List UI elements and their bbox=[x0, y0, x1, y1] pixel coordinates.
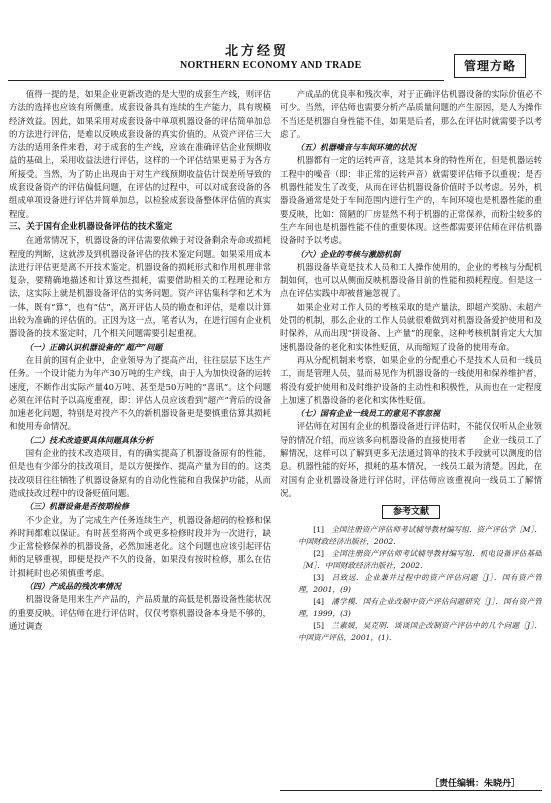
left-column bbox=[9, 88, 271, 795]
section-heading: （四）产成品的残次率情况 bbox=[25, 580, 121, 591]
paragraph: 评估师在对国有企业的机器设备进行评估时，不能仅仅听从企业领导的情况介绍，而应该多向机器设备的直接使用者 企业一线员工了解情况，这样可以了解到更多无法通过简单的技术手段就可以测度的信息。机器性能的好坏，损耗的基本情况，一线员工最为清楚。因此，在对国有企业机器设备进行评估时，评估师应该重视向一线员工了解情况。 bbox=[280, 421, 542, 498]
responsible-editor: ［责任编辑：朱晓丹］ bbox=[430, 779, 521, 789]
reference-text: 吕致远．企业兼并过程中的资产评估问题［J］．国有资产管理，2001，(9) bbox=[298, 572, 542, 594]
journal-logo-cn: 北方经贸 bbox=[225, 44, 290, 59]
section-heading: （三）机器设备是否按期检修 bbox=[25, 501, 129, 512]
footer-divider bbox=[280, 790, 542, 791]
header-divider bbox=[8, 80, 444, 81]
section-heading: （六）企业的考核与激励机制 bbox=[296, 248, 400, 259]
references-heading: 参考文献 bbox=[280, 506, 542, 519]
reference-number: [4] bbox=[313, 596, 324, 606]
section-heading: （五）机器噪音与车间环境的状况 bbox=[296, 142, 416, 153]
reference-number: [3] bbox=[313, 572, 324, 582]
paragraph: 机器设备是用来生产产品的，产品质量的高低是机器设备性能状况的重要反映。评估师在进行评估时，仅仅考察机器设备本身是不够的，通过调查 bbox=[9, 594, 271, 631]
paragraph: 不少企业，为了完成生产任务连续生产，机器设备超码的检修和保养时间都难以保证。有时甚至将两个或更多检修时段并为一次进行，缺少正常检修保养的机器设备，必然加速老化。这个问题也应该引起评估师的足够重视，即便是投产不久的设备，如果没有按时检修，那么在估计损耗时也必须慎重考虑。 bbox=[9, 514, 271, 578]
reference-text: 全国注册资产评估师考试辅导教材编写组．资产评估学［M］．中国财政经济出版社，2002． bbox=[298, 524, 542, 546]
reference-text: 潘学模．国有企业改制中资产评估问题研究［J］．国有资产管理，1999，(3) bbox=[298, 596, 542, 618]
reference-item bbox=[280, 524, 542, 548]
section-heading: （二）技术改造要具体问题具体分析 bbox=[25, 434, 153, 445]
paragraph: 国有企业的技术改造项目，有的确实提高了机器设备原有的性能，但是也有少部分的技改项目，是以方便操作、提高产量为目的的。这类技改项目往往牺牲了机器设备原有的自动化性能和自我保护功能，从而造成技改过程中的设备贬值问题。 bbox=[9, 448, 271, 498]
paragraph: 如果企业对工作人员的考核采取的是产量法，即超产奖励、未超产处罚的机制，那么企业的工作人员就很难做到对机器设备爱护使用和及时保养，从而出现“拼设备、上产量”的现象，这种考核机制肯定大大加速机器设备的老化和实体性贬值，从而缩短了设备的使用寿命。 bbox=[280, 301, 542, 352]
paragraph: 在通常情况下，机器设备的评估需要依赖于对设备剩余寿命或损耗程度的判断，这就涉及到机器设备评估的技术鉴定问题。如果采用成本法进行评估更是离不开技术鉴定。机器设备的损耗形式和作用机理非常复杂，要精确地描述和计算这些损耗，需要借助相关的工程理论和方法，这实际上就是机器设备评估的实务问题。资产评估集科学和艺术为一体，既有“算”，也有“估”，离开评估人员的勘查和评估，是难以计算出较为准确的评估值的。正因为这一点，笔者认为，在进行国有企业机器设备的技术鉴定时，几个相关问题需要引起重视。 bbox=[9, 235, 271, 339]
reference-number: [1] bbox=[313, 524, 324, 534]
section-heading: （一）正确认识机器设备的“超产”问题 bbox=[25, 341, 163, 352]
section-heading: 三、关于国有企业机器设备评估的技术鉴定 bbox=[9, 221, 173, 232]
page-header bbox=[0, 0, 551, 88]
paragraph: 机器设备毕竟是技术人员和工人操作使用的，企业的考核与分配机制如何，也可以从侧面反映机器设备目前的性能和损耗程度。但是这一点在评估实践中却被普遍忽视了。 bbox=[280, 261, 542, 299]
section-label: 管理方略 bbox=[454, 54, 526, 78]
reference-item bbox=[280, 620, 542, 644]
reference-item bbox=[280, 596, 542, 620]
reference-item bbox=[280, 572, 542, 596]
section-heading: （七）国有企业一线员工的意见不容忽视 bbox=[296, 408, 440, 419]
paragraph: 在目前的国有企业中，企业领导为了提高产出，往往层层下达生产任务。一个设计能力为年产30万吨的生产线，由于人为加快设备的运转速度，不断作出实际产量40万吨、甚至是50万吨的“喜讯”。这个问题必须在评估时予以高度重视，即：评估人员应该看到“超产”背后的设备加速老化问题，特别是对投产不久的新机器设备更是要慎重估算其损耗和使用寿命情况。 bbox=[9, 354, 271, 432]
reference-number: [2] bbox=[313, 548, 324, 558]
paragraph: 再从分配机制来考察，如果企业的分配重心不是技术人员和一线员工，而是管理人员，显而易见作为机器设备的一线使用和保养维护者，将没有爱护使用和及时维护设备的主动性和积极性，从而也在一定程度上加速了机器设备的老化和实体性贬值。 bbox=[280, 354, 542, 405]
paragraph: 值得一提的是，如果企业更新改造的是大型的成套生产线，则评估方法的选择也应该有所侧重。成套设备具有连续的生产能力，具有规模经济效益。因此，如果采用对成套设备中单项机器设备的评估简单加总的方法进行评估，是难以反映成套设备的真实价值的。从资产评估三大方法的适用条件来看，对于成套的生产线，应该在准确评估企业预期收益的基础上，采用收益法进行评估，这样的一个评估结果更易于为各方所接受。当然，为了防止出现由于对生产线预期收益估计误差所导致的成套设备资产的评估偏低问题，在评估的过程中，可以对成套设备的各组成单项设备进行评估并简单加总，以检验成套设备整体评估值的真实程度。 bbox=[9, 89, 271, 219]
reference-text: 兰素媛，吴克明．谈谈国企改制资产评估中的几个问题［J］．中国资产评估，2001，(1)． bbox=[298, 620, 542, 642]
reference-number: [5] bbox=[313, 620, 324, 630]
right-column bbox=[280, 88, 542, 800]
right-column-body bbox=[280, 88, 542, 500]
reference-item bbox=[280, 548, 542, 572]
journal-title-en: NORTHERN ECONOMY AND TRADE bbox=[180, 60, 362, 71]
reference-text: 全国注册资产评估师考试辅导教材编写组．机电设备评估基础［M］．中国财政经济出版社，2002． bbox=[298, 548, 542, 570]
paragraph: 机器都有一定的运转声音，这是其本身的特性所在，但是机器运转工程中的噪音（即：非正常的运转声音）就需要评估师予以重视；是否机器性能发生了改变，从而在评估机器设备价值时予以考虑。另外，机器设备通常是处于车间范围内进行生产的，车间环境也是机器性能的重要反映，比如：简陋的厂房显然不利于机器的正常保养，而粉尘较多的生产车间也是机器性能不佳的重要体现。这些都需要评估师在评估机器设备时予以考虑。 bbox=[280, 155, 542, 246]
references-list bbox=[280, 524, 542, 644]
paragraph: 产成品的优良率和残次率，对于正确评估机器设备的实际价值必不可少。当然，评估师也需要分析产品质量问题的产生原因，是人为操作不当还是机器自身性能不佳，如果是后者，那么在评估时就需要予以考虑了。 bbox=[280, 89, 542, 139]
